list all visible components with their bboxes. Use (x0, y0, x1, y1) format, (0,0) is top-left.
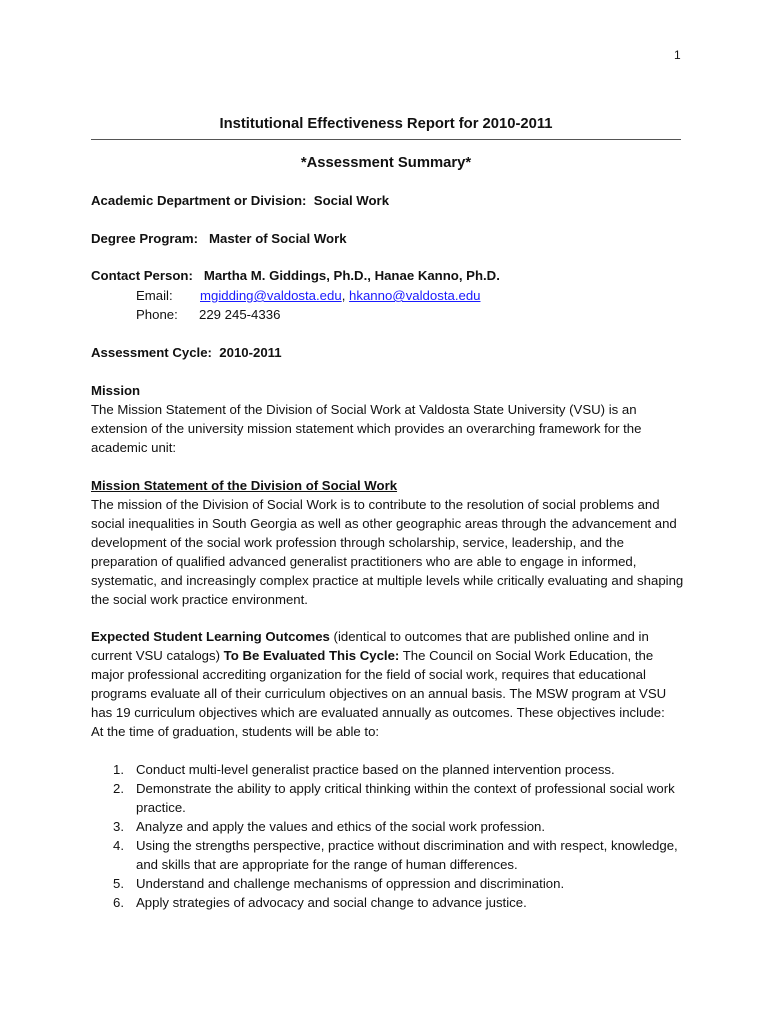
department-label: Academic Department or Division: (91, 193, 307, 208)
department-value: Social Work (313, 193, 390, 208)
mission-statement-heading: Mission Statement of the Division of Social Work (91, 478, 398, 493)
outcomes-intro: At the time of graduation, students will be able to: (91, 724, 380, 739)
degree-label: Degree Program: (91, 231, 199, 246)
title-rule (91, 139, 681, 140)
mission-text: The Mission Statement of the Division of Social Work at Valdosta State University (VSU) is an extension of the university mission statement which provides an overarching framework for the academic unit: (91, 402, 642, 455)
list-item (91, 760, 686, 779)
contact-value: Martha M. Giddings, Ph.D., Hanae Kanno, Ph.D. (203, 268, 500, 283)
report-title: Institutional Effectiveness Report for 2010-2011 (219, 116, 553, 132)
list-item-number: 6. (113, 895, 124, 910)
cycle-value: 2010-2011 (219, 345, 282, 360)
list-item-text: Understand and challenge mechanisms of oppression and discrimination. (136, 876, 565, 891)
list-item-text: Conduct multi-level generalist practice based on the planned intervention process. (136, 762, 615, 777)
list-item-text: Using the strengths perspective, practice without discrimination and with respect, knowledge, and skills that are appropriate for the range of human differences. (136, 838, 678, 872)
list-item (91, 817, 686, 836)
list-item (91, 874, 686, 893)
outcomes-text-2: The Council on Social Work Education, the major professional accrediting organization for the field of social work, requires that educational programs evaluate all of their curriculum objectives on an annual basis. The MSW program at VSU has 19 curriculum objectives which are evaluated annually as outcomes. These objectives include: (91, 648, 667, 720)
outcomes-paragraph (91, 627, 686, 722)
mission-statement-section (91, 476, 686, 609)
mission-statement-text: The mission of the Division of Social Work is to contribute to the resolution of social problems and social inequalities in South Georgia as well as other geographic areas through the advancement and development of the social work profession through scholarship, service, leadership, and the preparation of qualified advanced generalist practitioners who are able to engage in informed, systematic, and increasingly complex practice at multiple levels while critically evaluating and shaping the social work practice environment. (91, 497, 684, 607)
list-item-number: 3. (113, 819, 124, 834)
degree-line (91, 231, 347, 246)
list-item-number: 1. (113, 762, 124, 777)
list-item (91, 779, 686, 817)
contact-line (91, 268, 500, 283)
email-label: Email: (136, 288, 173, 303)
phone-label: Phone: (136, 307, 178, 322)
mission-heading: Mission (91, 383, 141, 398)
email-link-kanno[interactable]: hkanno@valdosta.edu (349, 288, 481, 303)
list-item (91, 836, 686, 874)
cycle-label: Assessment Cycle: (91, 345, 212, 360)
outcomes-section (91, 627, 686, 741)
outcomes-heading: Expected Student Learning Outcomes (91, 629, 330, 644)
email-line (136, 288, 480, 303)
list-item (91, 893, 686, 912)
degree-value: Master of Social Work (209, 231, 347, 246)
list-item-text: Apply strategies of advocacy and social change to advance justice. (136, 895, 527, 910)
outcomes-text-1: (identical to outcomes that are published online and in current VSU catalogs) (91, 629, 649, 663)
email-link-giddings[interactable]: mgidding@valdosta.edu (200, 288, 342, 303)
list-item-number: 4. (113, 838, 124, 853)
list-item-text: Demonstrate the ability to apply critical thinking within the context of professional social work practice. (136, 781, 675, 815)
report-subtitle: *Assessment Summary* (300, 155, 472, 171)
page-number: 1 (674, 48, 681, 62)
department-line (91, 193, 389, 208)
phone-line (136, 307, 280, 322)
cycle-line (91, 345, 282, 360)
contact-label: Contact Person: (91, 268, 193, 283)
phone-value: 229 245-4336 (199, 307, 281, 322)
mission-section (91, 381, 686, 457)
list-item-number: 5. (113, 876, 124, 891)
list-item-number: 2. (113, 781, 124, 796)
email-separator: , (341, 288, 346, 303)
outcomes-heading-2: To Be Evaluated This Cycle: (223, 648, 400, 663)
list-item-text: Analyze and apply the values and ethics of the social work profession. (136, 819, 546, 834)
outcomes-list (91, 760, 686, 912)
